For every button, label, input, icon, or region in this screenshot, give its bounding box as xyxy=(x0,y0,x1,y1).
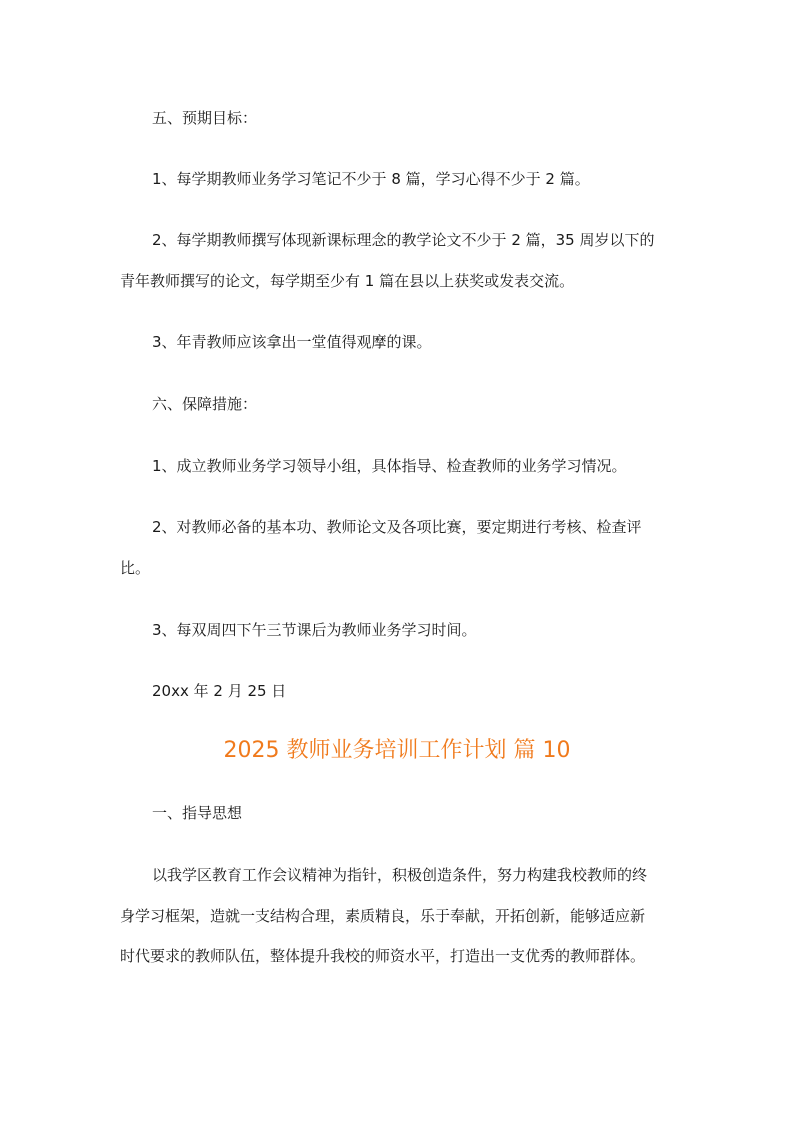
plan10-heading: 2025 教师业务培训工作计划 篇 10 xyxy=(223,738,571,763)
document-date: 20xx 年 2 月 25 日 xyxy=(152,682,287,700)
section6-title: 六、保障措施： xyxy=(152,395,258,413)
section6-item3: 3、每双周四下午三节课后为教师业务学习时间。 xyxy=(152,621,477,639)
section5-item3: 3、年青教师应该拿出一堂值得观摩的课。 xyxy=(152,333,432,351)
section5-item2-line2: 青年教师撰写的论文，每学期至少有 1 篇在县以上获奖或发表交流。 xyxy=(120,272,575,290)
plan10-section1-title: 一、指导思想 xyxy=(152,804,243,822)
plan10-paragraph-line1: 以我学区教育工作会议精神为指针，积极创造条件，努力构建我校教师的终 xyxy=(152,866,648,884)
section6-item2-line1: 2、对教师必备的基本功、教师论文及各项比赛，要定期进行考核、检查评 xyxy=(152,518,642,536)
section5-title: 五、预期目标： xyxy=(152,109,258,127)
section5-item1: 1、每学期教师业务学习笔记不少于 8 篇，学习心得不少于 2 篇。 xyxy=(152,170,590,188)
section5-item2-line1: 2、每学期教师撰写体现新课标理念的教学论文不少于 2 篇，35 周岁以下的 xyxy=(152,231,655,249)
plan10-paragraph-line2: 身学习框架，造就一支结构合理，素质精良，乐于奉献，开拓创新，能够适应新 xyxy=(120,907,646,925)
section6-item2-line2: 比。 xyxy=(120,559,151,577)
section6-item1: 1、成立教师业务学习领导小组，具体指导、检查教师的业务学习情况。 xyxy=(152,457,627,475)
plan10-paragraph-line3: 时代要求的教师队伍，整体提升我校的师资水平，打造出一支优秀的教师群体。 xyxy=(120,947,646,965)
